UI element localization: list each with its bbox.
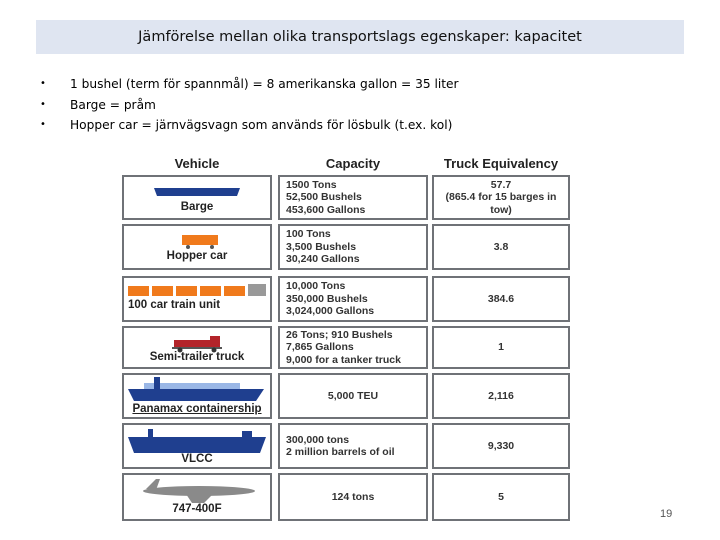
bullet-text: Barge = pråm [70, 97, 156, 112]
vehicle-label: Hopper car [166, 250, 228, 262]
truck-equivalency-cell [432, 473, 570, 521]
header-truck-equivalency: Truck Equivalency [443, 156, 559, 171]
vehicle-cell [122, 224, 272, 270]
truck-equivalency-cell [432, 175, 570, 220]
truck-equivalency-value: 384.6 [487, 292, 515, 305]
capacity-cell [278, 473, 428, 521]
capacity-line: 30,240 Gallons [286, 253, 360, 266]
truck-equivalency-value: 2,116 [488, 389, 514, 402]
bullet-list [40, 74, 459, 136]
vehicle-cell [122, 276, 272, 322]
vehicle-cell [122, 326, 272, 369]
capacity-cell [278, 326, 428, 369]
vehicle-label: VLCC [181, 453, 213, 465]
bullet-item [40, 115, 459, 136]
vehicle-cell [122, 373, 272, 419]
bullet-dot: • [40, 78, 46, 89]
vehicle-label: Panamax containership [132, 403, 262, 415]
vehicle-cell [122, 473, 272, 521]
header-vehicle: Vehicle [174, 156, 220, 171]
vehicle-label: Barge [180, 201, 214, 213]
truck-equivalency-value: 57.7 [490, 178, 512, 191]
vehicle-cell [122, 423, 272, 469]
capacity-line: 52,500 Bushels [286, 191, 362, 204]
bullet-item [40, 74, 459, 95]
capacity-line: 453,600 Gallons [286, 203, 366, 216]
truck-equivalency-cell [432, 224, 570, 270]
bullet-dot: • [40, 98, 46, 110]
bullet-text: 1 bushel (term för spannmål) = 8 amerikanska gallon = 35 liter [70, 77, 459, 91]
capacity-line: 3,024,000 Gallons [286, 305, 375, 318]
capacity-cell [278, 276, 428, 322]
capacity-line: 26 Tons; 910 Bushels [286, 328, 393, 341]
truck-equivalency-value: 1 [498, 341, 504, 354]
bullet-dot: • [40, 119, 46, 130]
capacity-line: 350,000 Bushels [286, 292, 368, 305]
truck-equivalency-value: 5 [498, 490, 504, 503]
capacity-cell [278, 423, 428, 469]
truck-equivalency-cell [432, 326, 570, 369]
capacity-cell [278, 373, 428, 419]
bullet-text: Hopper car = järnvägsvagn som används för lösbulk (t.ex. kol) [70, 118, 453, 132]
capacity-line: 124 tons [331, 490, 375, 503]
truck-equivalency-cell [432, 423, 570, 469]
page-number: 19 [660, 508, 673, 520]
truck-equivalency-cell [432, 276, 570, 322]
capacity-line: 7,865 Gallons [286, 341, 354, 354]
truck-equivalency-value: (865.4 for 15 barges in tow) [445, 191, 557, 216]
vehicle-label: 100 car train unit [128, 299, 221, 311]
capacity-cell [278, 175, 428, 220]
capacity-line: 3,500 Bushels [286, 240, 357, 253]
capacity-cell [278, 224, 428, 270]
vehicle-cell [122, 175, 272, 220]
capacity-line: 5,000 TEU [327, 389, 379, 402]
capacity-line: 9,000 for a tanker truck [286, 353, 401, 366]
vehicle-label: 747-400F [172, 503, 222, 515]
capacity-line: 100 Tons [286, 228, 331, 241]
truck-equivalency-cell [432, 373, 570, 419]
header-capacity: Capacity [325, 156, 381, 171]
capacity-line: 10,000 Tons [286, 280, 346, 293]
vehicle-label: Semi-trailer truck [149, 351, 245, 363]
truck-equivalency-value: 3.8 [493, 240, 509, 253]
capacity-line: 2 million barrels of oil [286, 446, 395, 458]
slide-title: Jämförelse mellan olika transportslags egenskaper: kapacitet [36, 20, 684, 54]
truck-equivalency-value: 9,330 [487, 439, 515, 452]
capacity-line: 1500 Tons [286, 178, 337, 191]
capacity-line: 300,000 tons [286, 433, 350, 446]
bullet-item [40, 95, 459, 116]
